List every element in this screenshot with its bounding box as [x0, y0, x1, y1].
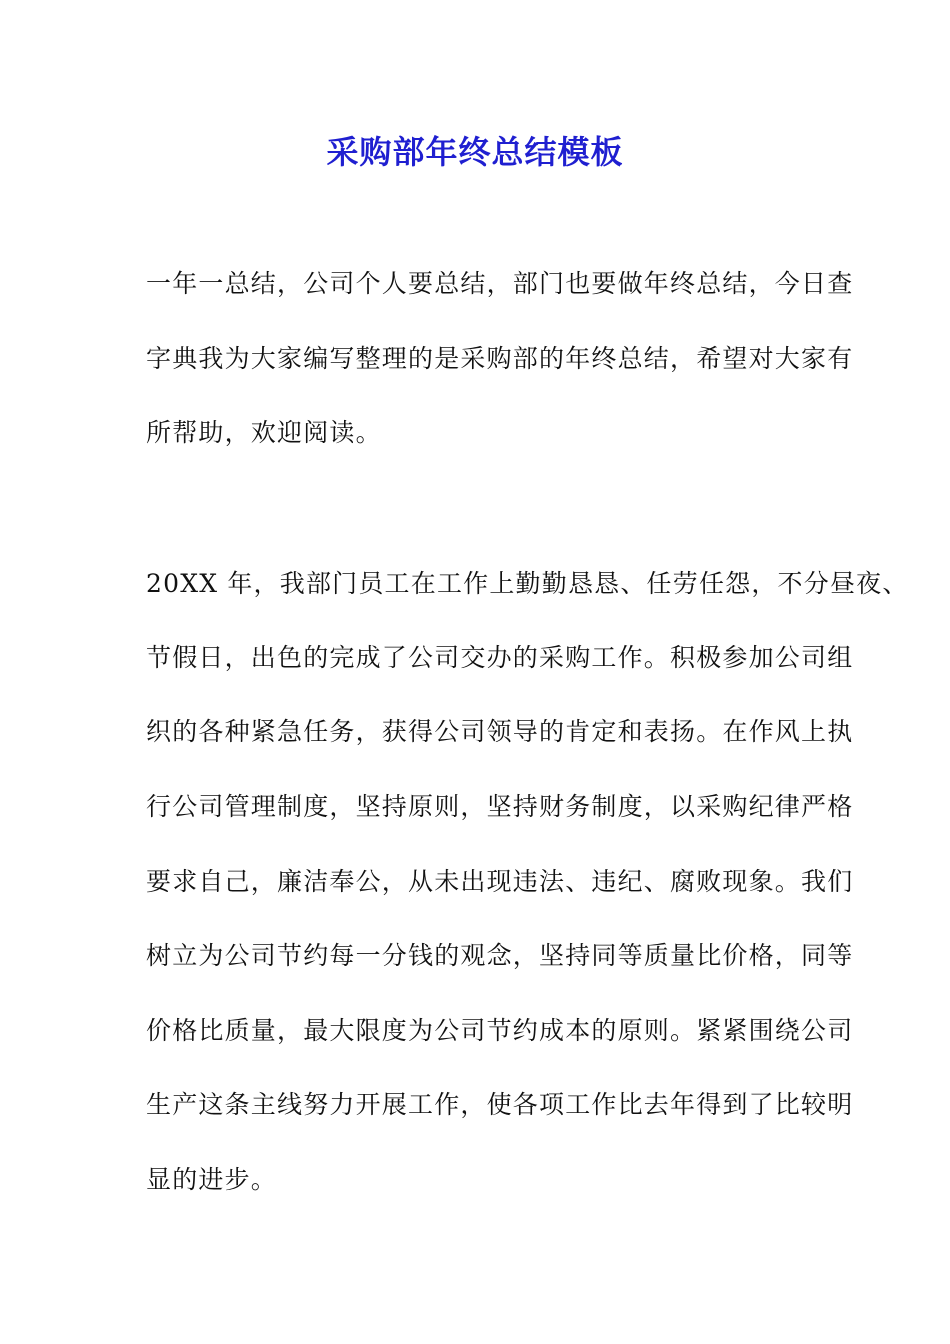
paragraph-line: 树立为公司节约每一分钱的观念，坚持同等质量比价格，同等 [146, 941, 854, 970]
paragraph-line: 行公司管理制度，坚持原则，坚持财务制度，以采购纪律严格 [146, 792, 854, 821]
paragraph-line: 显的进步。 [146, 1165, 278, 1194]
paragraph-line: 生产这条主线努力开展工作，使各项工作比去年得到了比较明 [146, 1090, 854, 1119]
paragraph-line: 要求自己，廉洁奉公，从未出现违法、违纪、腐败现象。我们 [146, 867, 854, 896]
paragraph-line: 节假日，出色的完成了公司交办的采购工作。积极参加公司组 [146, 643, 854, 672]
paragraph-line: 字典我为大家编写整理的是采购部的年终总结，希望对大家有 [146, 344, 854, 373]
paragraph-line: 一年一总结，公司个人要总结，部门也要做年终总结，今日查 [146, 269, 854, 298]
paragraph-line: 价格比质量，最大限度为公司节约成本的原则。紧紧围绕公司 [146, 1016, 854, 1045]
paragraph-line: 所帮助，欢迎阅读。 [146, 418, 382, 447]
paragraph-line: 织的各种紧急任务，获得公司领导的肯定和表扬。在作风上执 [146, 717, 854, 746]
document-title: 采购部年终总结模板 [326, 133, 624, 171]
paragraph-line: 20XX 年，我部门员工在工作上勤勤恳恳、任劳任怨，不分昼夜、 [146, 569, 909, 598]
